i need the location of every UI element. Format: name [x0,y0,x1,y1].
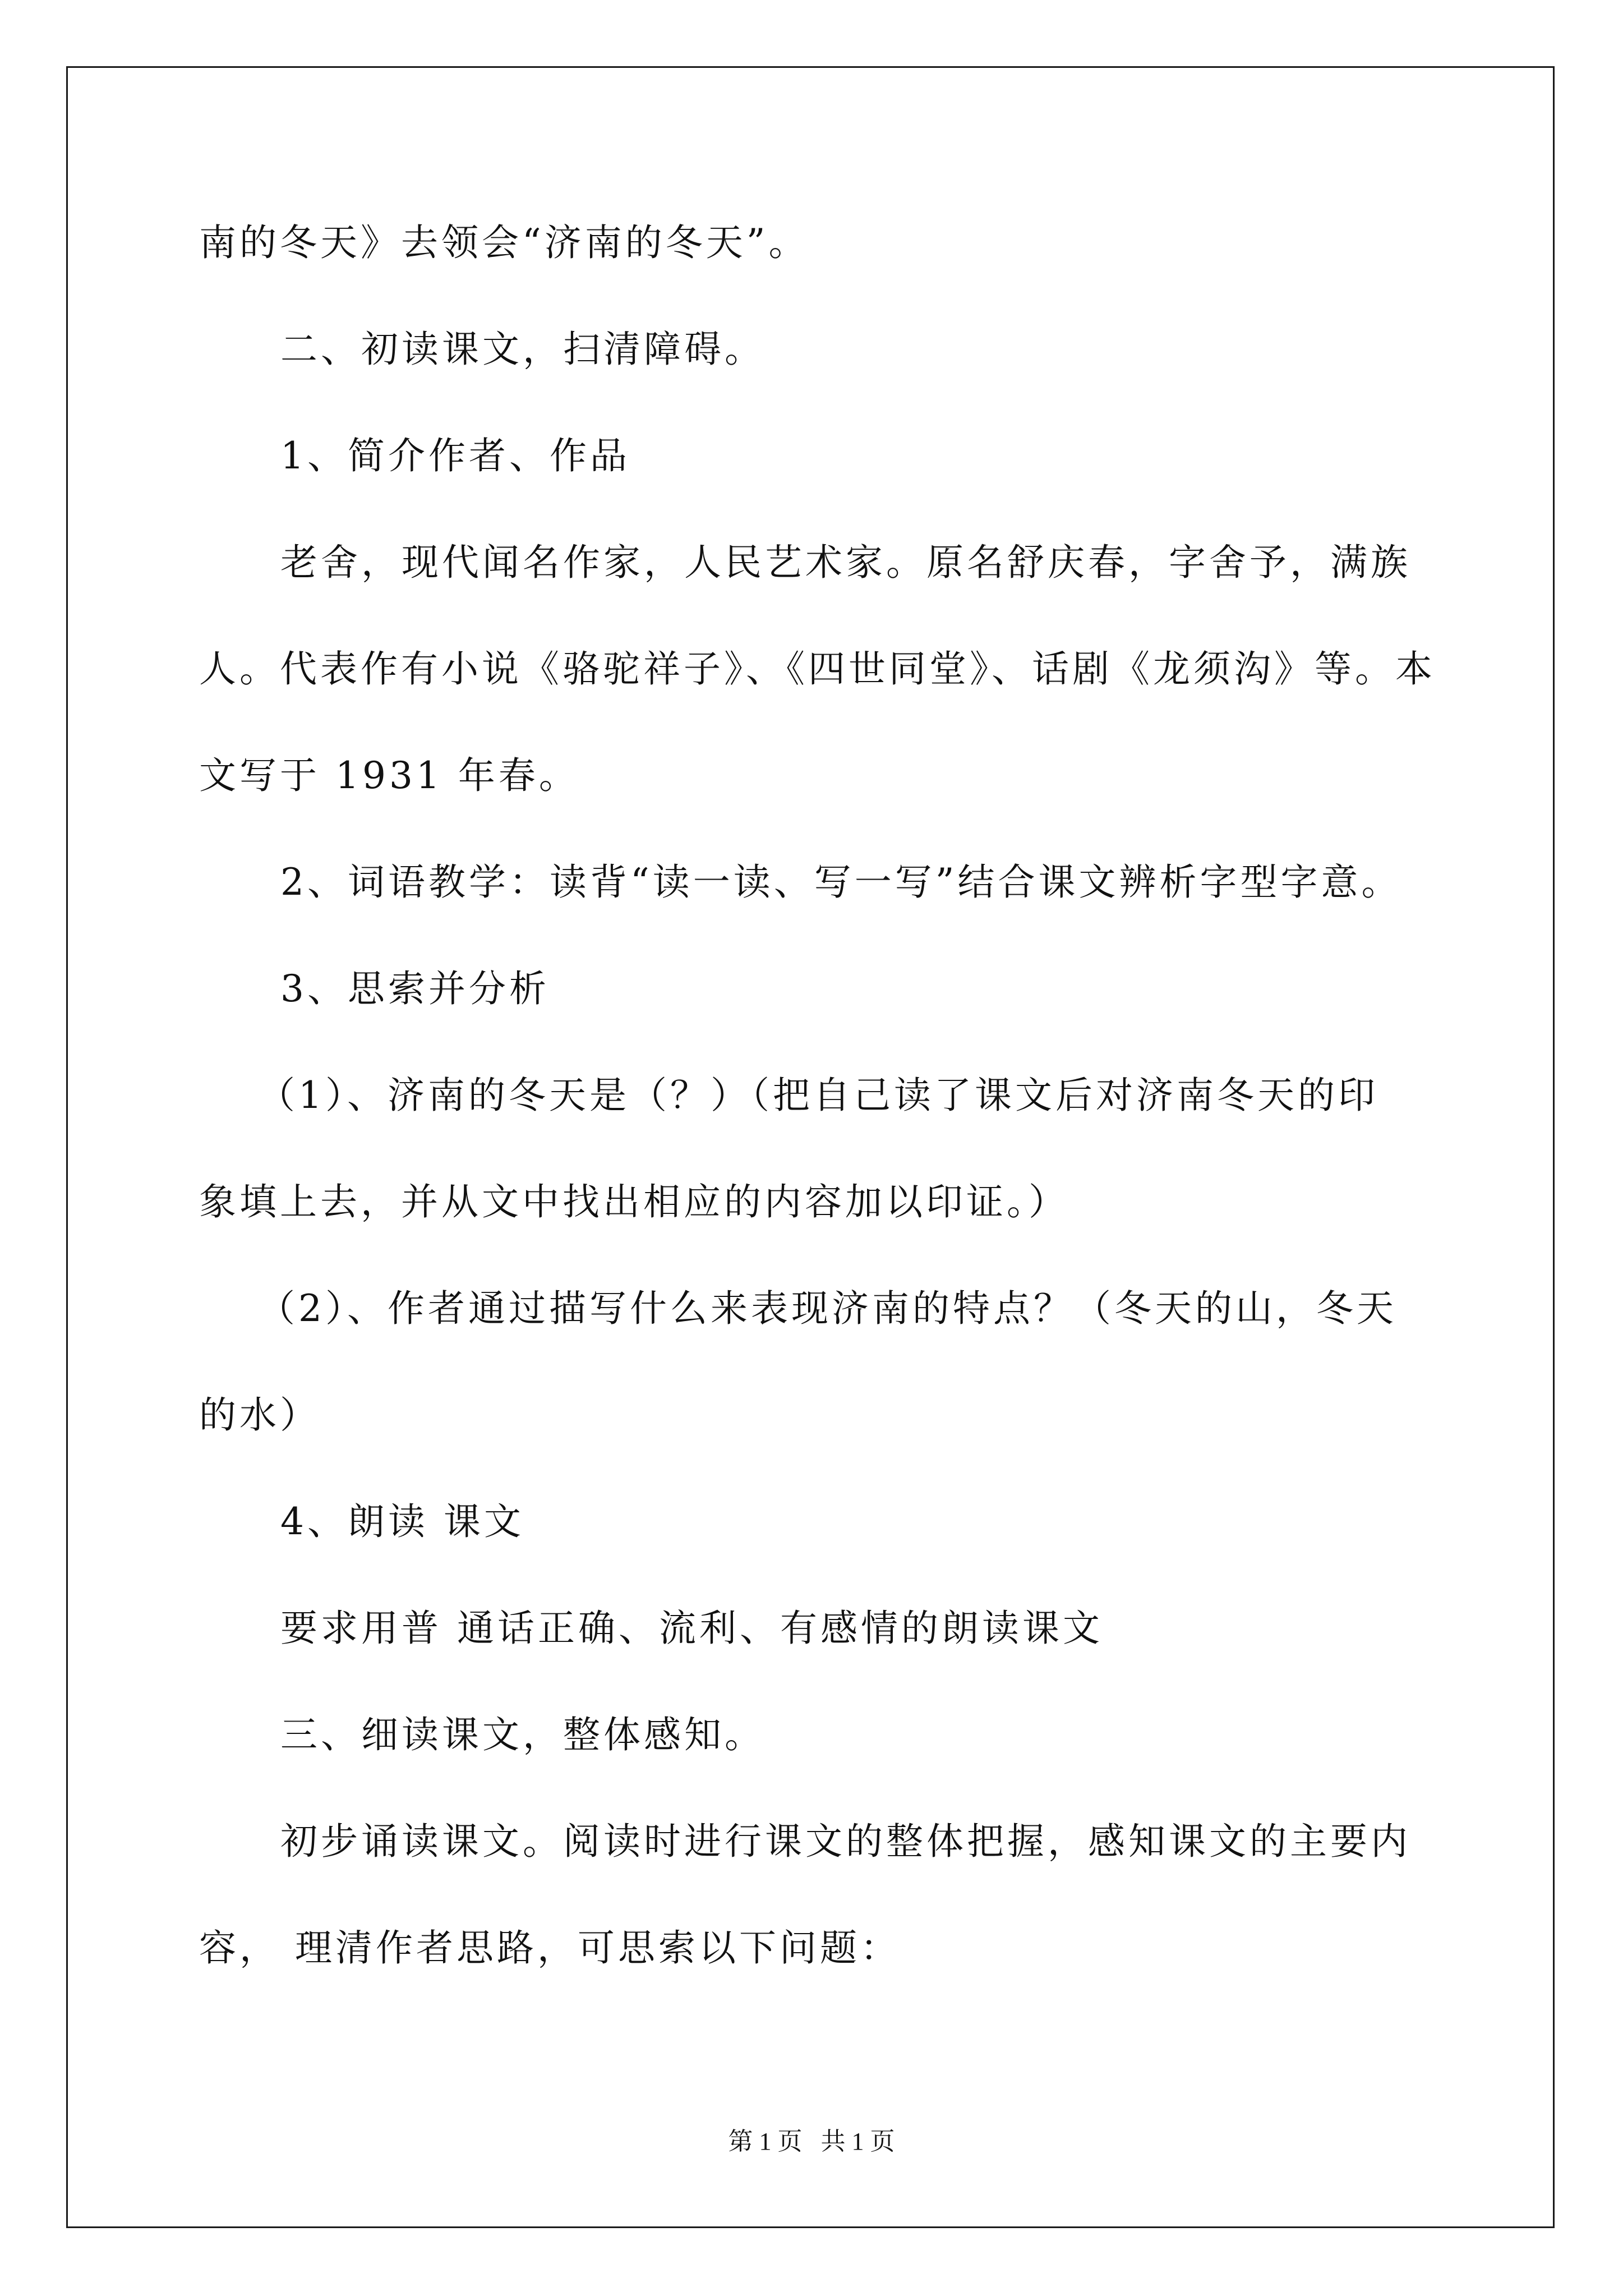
paragraph-line: 文写于 1931 年春。 [199,754,579,797]
item-heading-3: 3、思索并分析 [280,967,550,1010]
paragraph-line: 容， 理清作者思路，可思索以下问题： [199,1926,901,1970]
question-1-line: 象填上去，并从文中找出相应的内容加以印证。） [199,1180,1069,1223]
paragraph-line: 初步诵读课文。阅读时进行课文的整体把握，感知课文的主要内 [280,1820,1411,1863]
paragraph-line: 人。代表作有小说《骆驼祥子》、《四世同堂》、话剧《龙须沟》等。本 [199,647,1436,691]
paragraph-line: 老舍，现代闻名作家，人民艺术家。原名舒庆春，字舍予，满族 [280,541,1411,584]
question-2-line: 的水） [199,1393,320,1437]
page-border [66,66,1555,2228]
question-1-line: （1）、济南的冬天是（？）（把自己读了课文后对济南冬天的印 [258,1074,1378,1117]
page-number-footer: 第 1 页 共 1 页 [728,2128,895,2155]
section-heading-3: 三、细读课文，整体感知。 [280,1713,765,1756]
section-heading-2: 二、初读课文，扫清障碍。 [280,328,765,371]
question-2-line: （2）、作者通过描写什么来表现济南的特点？（冬天的山，冬天 [258,1287,1397,1330]
paragraph-line: 要求用普 通话正确、流利、有感情的朗读课文 [280,1607,1103,1650]
text-line-1: 南的冬天》去领会“济南的冬天”。 [199,221,809,264]
item-heading-1: 1、简介作者、作品 [280,434,630,477]
item-heading-2: 2、词语教学：读背“读一读、写一写”结合课文辨析字型字意。 [280,861,1402,904]
item-heading-4: 4、朗读 课文 [280,1500,524,1543]
